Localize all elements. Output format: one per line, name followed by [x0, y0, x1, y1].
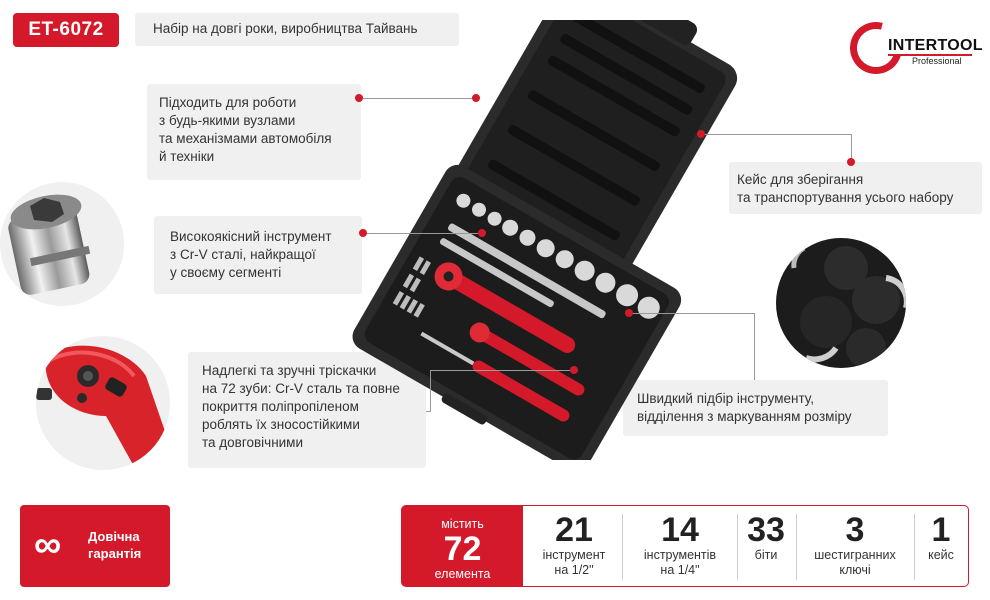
marker-compat-end — [472, 94, 480, 102]
total-value: 72 — [443, 530, 482, 568]
leader-quick-v — [754, 313, 755, 380]
set-contents-stats — [401, 505, 969, 587]
stat-divider — [622, 514, 623, 580]
stat-desc: біти — [754, 548, 778, 562]
stat-value: 1 — [931, 511, 951, 549]
feature-compat-text: Підходить для роботи з будь-якими вузлами та механізмами автомобіля й техніки — [159, 95, 332, 164]
total-items-block — [402, 506, 523, 586]
case-sockets-closeup-image — [776, 238, 906, 368]
ratchet-closeup-image — [36, 336, 170, 470]
feature-card-case — [729, 162, 982, 214]
model-badge: ET-6072 — [13, 13, 119, 47]
tool-case-illustration — [340, 20, 740, 460]
marker-ratchets — [570, 366, 578, 374]
socket-illustration — [0, 182, 124, 306]
infinity-icon: ∞ — [34, 524, 62, 566]
feature-material-text: Високоякісний інструмент з Cr-V сталі, найкращої у своєму сегменті — [170, 229, 332, 280]
leader-material — [364, 233, 480, 234]
marker-case — [697, 130, 705, 138]
marker-compat — [355, 94, 363, 102]
socket-closeup-image — [0, 182, 124, 306]
stat-case — [916, 506, 966, 586]
stat-value: 3 — [845, 511, 865, 549]
leader-case-h — [701, 134, 851, 135]
stat-half-inch — [526, 506, 622, 586]
leader-ratchets-v — [430, 370, 431, 412]
lifetime-warranty-badge — [20, 505, 170, 587]
stat-desc: інструментів на 1/4" — [643, 548, 717, 577]
stat-desc: інструмент на 1/2" — [542, 548, 606, 577]
marker-material-end — [478, 229, 486, 237]
marker-material — [359, 229, 367, 237]
feature-quick-pick-text: Швидкий підбір інструменту, відділення з маркуванням розміру — [637, 391, 852, 424]
feature-card-compat — [147, 84, 361, 180]
leader-quick-h — [630, 313, 754, 314]
feature-ratchets-text: Надлегкі та зручні тріскачки на 72 зуби: Cr-V сталь та повне покриття поліпропіленом роблять їх зносостійкими та довговічними — [202, 363, 400, 450]
total-label-bottom: елемента — [434, 567, 491, 581]
stat-quarter-inch — [624, 506, 736, 586]
tool-case-image — [340, 20, 740, 460]
marker-quick-pick — [625, 309, 633, 317]
marker-case-end — [847, 158, 855, 166]
brand-tagline: Professional — [912, 56, 962, 66]
stat-value: 33 — [747, 511, 785, 549]
stat-value: 14 — [661, 511, 699, 549]
brand-name: INTERTOOL — [888, 37, 983, 54]
leader-ratchets-h2 — [430, 370, 574, 371]
feature-case-text: Кейс для зберігання та транспортування усього набору — [737, 172, 954, 205]
stat-hex-keys — [798, 506, 912, 586]
stat-divider — [914, 514, 915, 580]
warranty-text: Довічна гарантія — [88, 529, 142, 561]
stat-bits — [738, 506, 794, 586]
header-note: Набір на довгі роки, виробництва Тайвань — [153, 21, 418, 36]
case-sockets-illustration — [776, 238, 906, 368]
stat-desc: кейс — [928, 548, 954, 562]
stat-divider — [796, 514, 797, 580]
total-label-top: містить — [441, 517, 484, 531]
leader-compat — [361, 98, 475, 99]
stat-value: 21 — [555, 511, 593, 549]
feature-card-material — [154, 216, 362, 294]
brand-logo — [846, 20, 983, 80]
stat-desc: шестигранних ключі — [814, 548, 896, 577]
ratchet-illustration — [36, 336, 170, 470]
